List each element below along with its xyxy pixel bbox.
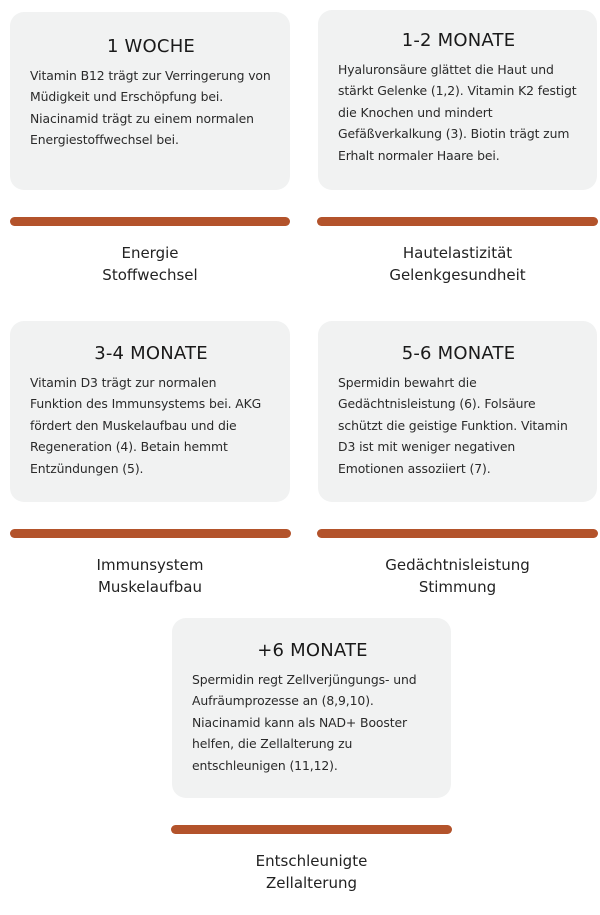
benefit-line: Stoffwechsel [102,266,198,284]
stage-card-1-woche [10,12,290,190]
benefit-line: Gelenkgesundheit [389,266,526,284]
stage-card-3-4-monate [10,321,290,502]
benefit-line: Zellalterung [265,874,357,892]
stage-benefits [172,850,451,894]
stage-card-1-2-monate [318,10,597,190]
stage-title: 3-4 MONATE [94,343,208,364]
timeline-bar [317,529,598,538]
benefit-line: Gedächtnisleistung [385,556,530,574]
stage-description: Hyaluronsäure glättet die Haut und stärkt Gelenke (1,2). Vitamin K2 festigt die Knochen und mindert Gefäßverkalkung (3). Biotin trägt zum Erhalt normaler Haare bei. [338,62,577,163]
benefit-line: Entschleunigte [255,852,368,870]
stage-description: Spermidin bewahrt die Gedächtnisleistung (6). Folsäure schützt die geistige Funktion. Vitamin D3 ist mit weniger negativen Emotionen assoziiert (7). [338,375,568,476]
stage-card-6-plus-monate [172,618,451,798]
timeline-bar [10,529,291,538]
stage-title: 1-2 MONATE [401,30,516,51]
benefit-line: Hautelastizität [402,244,513,262]
stage-title: 1 WOCHE [106,36,196,57]
benefit-line: Muskelaufbau [97,578,202,596]
stage-description: Vitamin D3 trägt zur normalen Funktion des Immunsystems bei. AKG fördert den Muskelaufbau und die Regeneration (4). Betain hemmt Entzündungen (5). [30,375,262,476]
timeline-bar [171,825,452,834]
stage-benefits [10,242,290,286]
stage-description: Spermidin regt Zellverjüngungs- und Aufräumprozesse an (8,9,10). Niacinamid kann als NAD+ Booster helfen, die Zellalterung zu entschleunigen (11,12). [192,672,417,773]
stage-title: 5-6 MONATE [401,343,516,364]
stage-description: Vitamin B12 trägt zur Verringerung von Müdigkeit und Erschöpfung bei. Niacinamid trägt zu einem normalen Energiestoffwechsel bei. [30,68,271,148]
benefit-line: Stimmung [418,578,497,596]
stage-title: +6 MONATE [257,640,368,661]
timeline-bar [317,217,598,226]
timeline-bar [10,217,290,226]
stage-benefits [10,554,290,598]
stage-card-5-6-monate [318,321,597,502]
benefit-line: Energie [121,244,179,262]
benefit-line: Immunsystem [96,556,204,574]
stage-benefits [318,242,597,286]
stage-benefits [318,554,597,598]
